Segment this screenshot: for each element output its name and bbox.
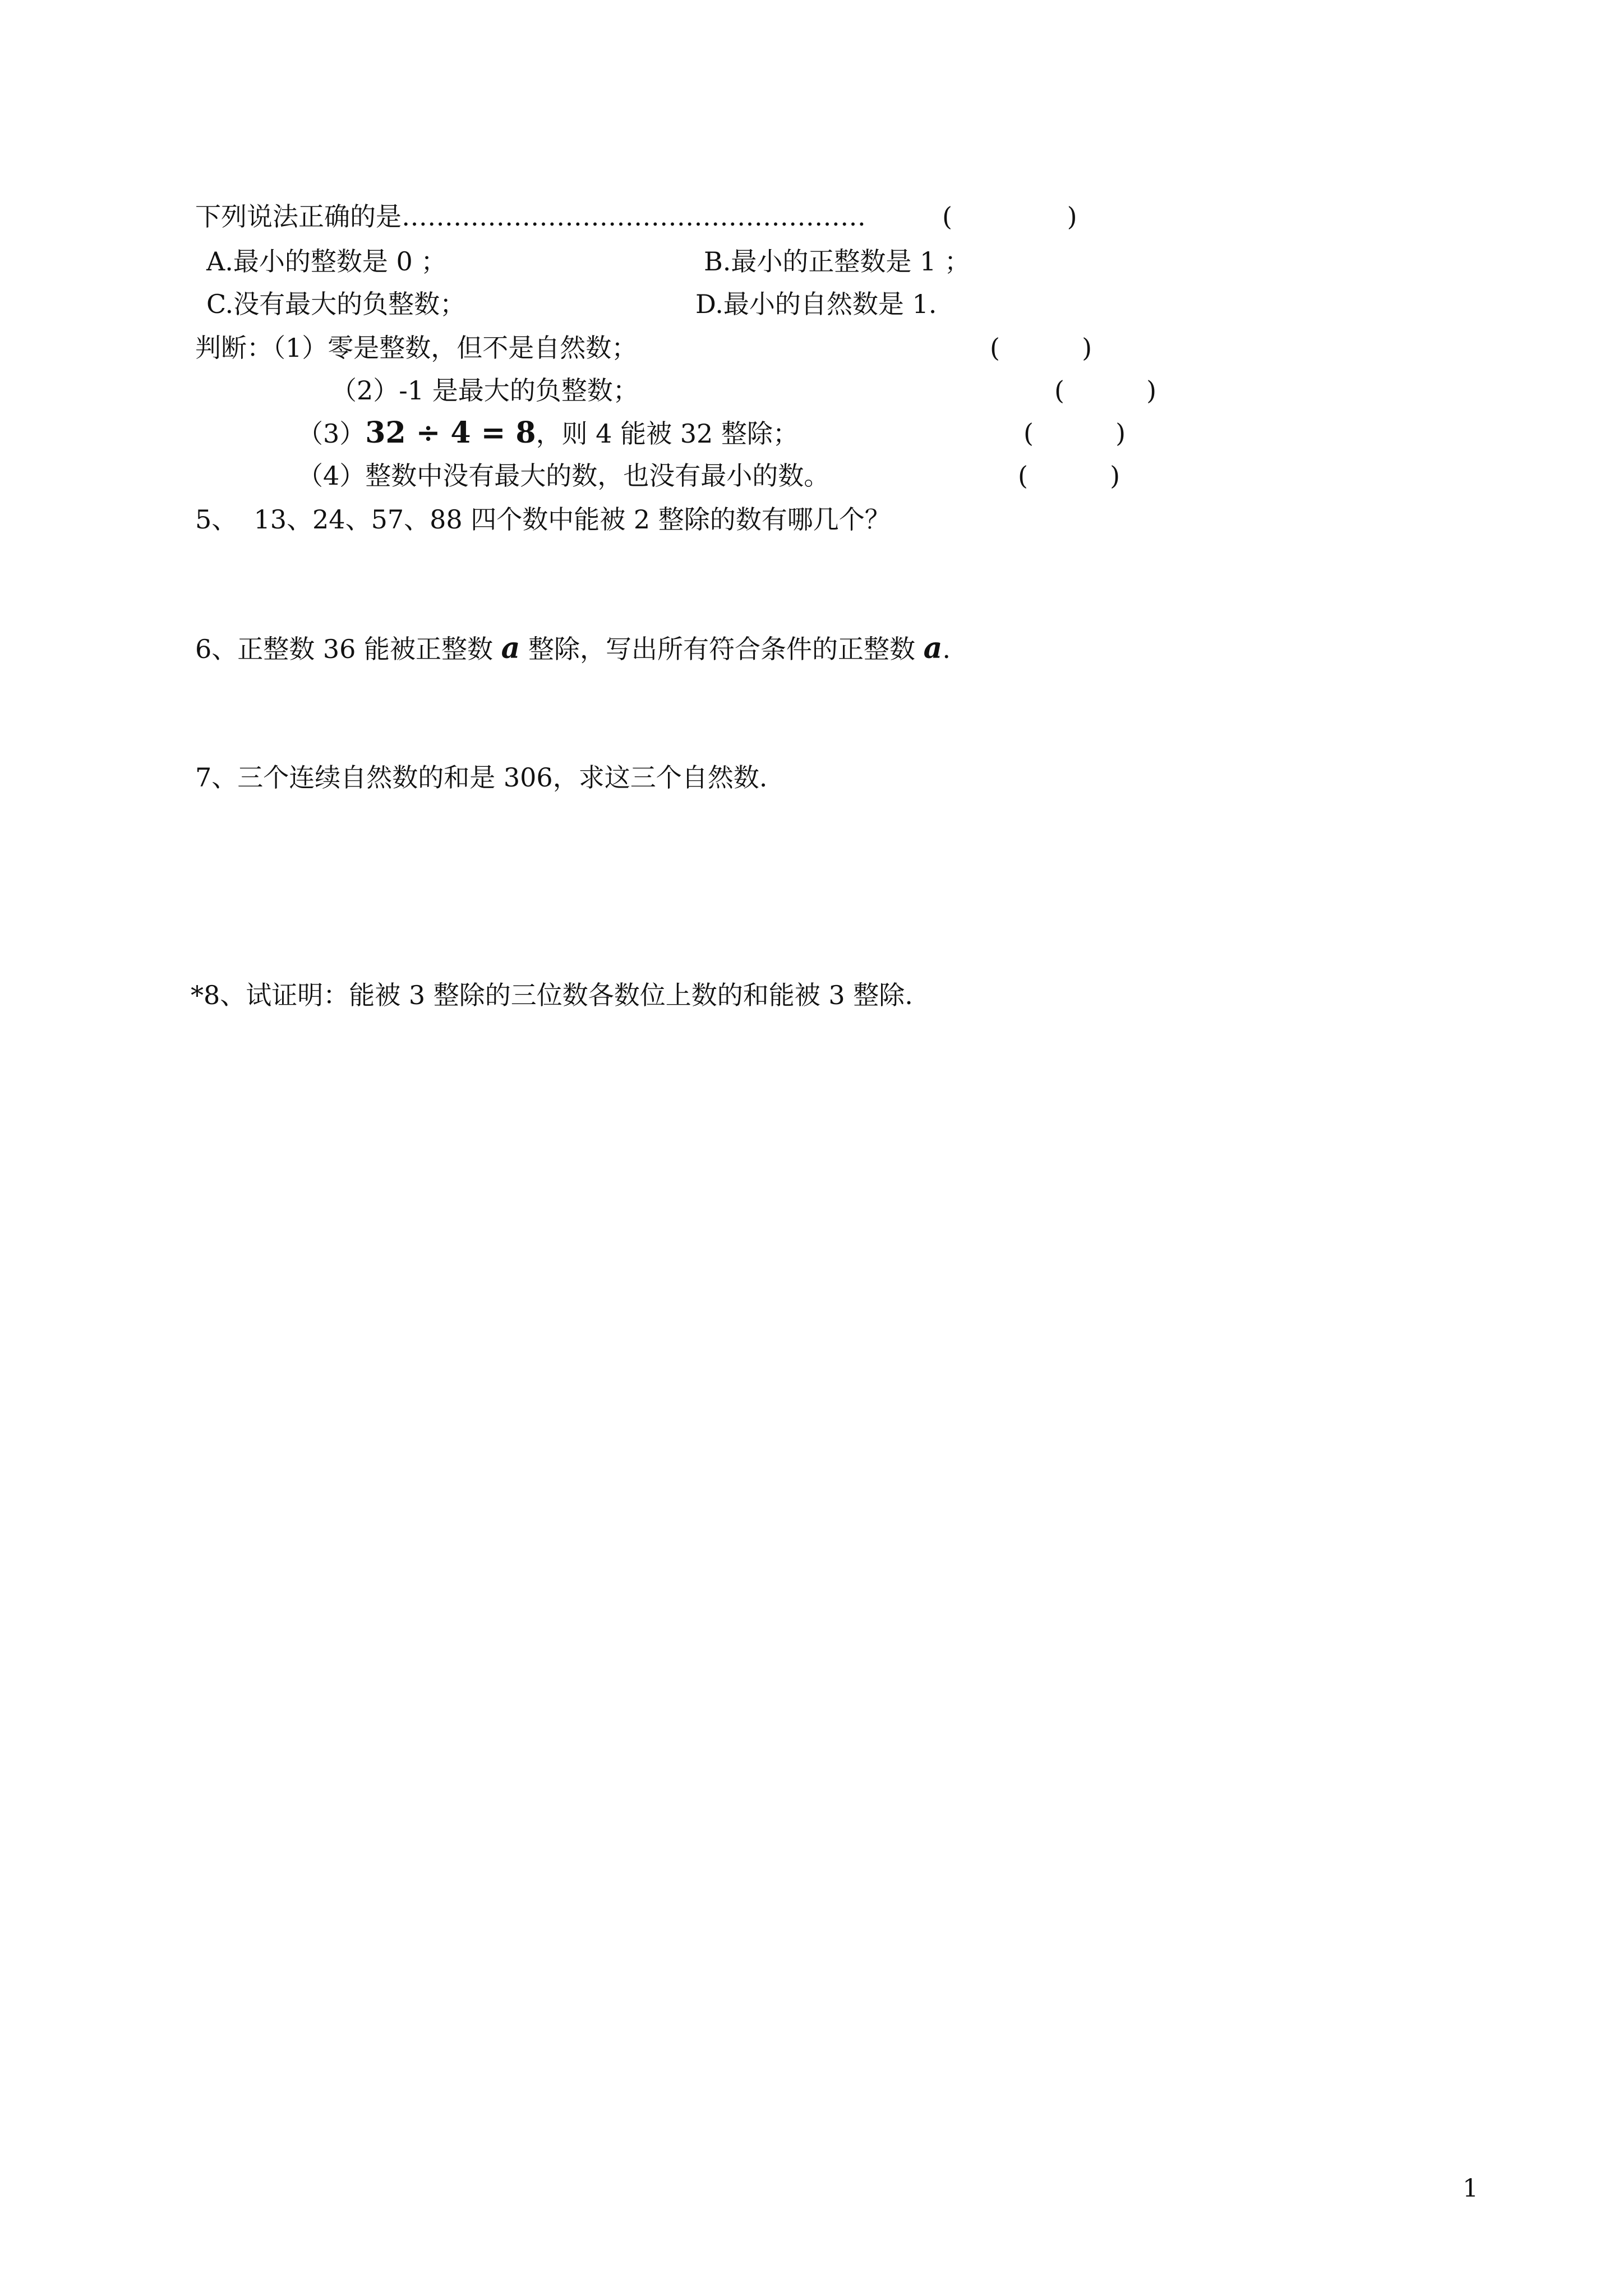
question-7: 7、三个连续自然数的和是 306，求这三个自然数. (195, 762, 768, 793)
judge-bracket-2: ( ) (1054, 375, 1157, 406)
judge-bracket-1: ( ) (990, 333, 1092, 363)
judge-bracket-4: ( ) (1018, 461, 1121, 491)
judge-item-4: （4）整数中没有最大的数，也没有最小的数。 (297, 461, 830, 491)
judge-item-1: 判断：（1）零是整数，但不是自然数； (195, 333, 638, 363)
question-8: *8、试证明：能被 3 整除的三位数各数位上数的和能被 3 整除. (191, 980, 913, 1010)
variable-a: a (923, 631, 943, 665)
option-b: B.最小的正整数是 1 ； (704, 246, 970, 277)
answer-bracket: ( ) (942, 201, 1077, 232)
judge-item-3-suffix: ，则 4 能被 32 整除； (536, 418, 799, 449)
variable-a: a (501, 631, 520, 665)
question-6-text-1: 6、正整数 36 能被正整数 (195, 634, 501, 664)
question-stem: 下列说法正确的是……………………………………………… (195, 201, 866, 232)
judge-item-3-prefix: （3） (297, 418, 366, 449)
option-a: A.最小的整数是 0 ； (206, 246, 447, 277)
page-number: 1 (1463, 2174, 1478, 2203)
question-6-text-2: 整除，写出所有符合条件的正整数 (520, 634, 924, 664)
option-c: C.没有最大的负整数； (206, 289, 466, 319)
option-d: D.最小的自然数是 1. (695, 289, 937, 319)
question-6-end: . (942, 634, 951, 664)
division-equation: 32 ÷ 4 = 8 (365, 416, 536, 450)
judge-bracket-3: ( ) (1023, 418, 1126, 448)
question-6 (195, 632, 951, 666)
question-5: 5、 13、24、57、88 四个数中能被 2 整除的数有哪几个？ (195, 504, 891, 535)
judge-item-3 (297, 416, 799, 450)
judge-item-2: （2）-1 是最大的负整数； (331, 375, 639, 406)
